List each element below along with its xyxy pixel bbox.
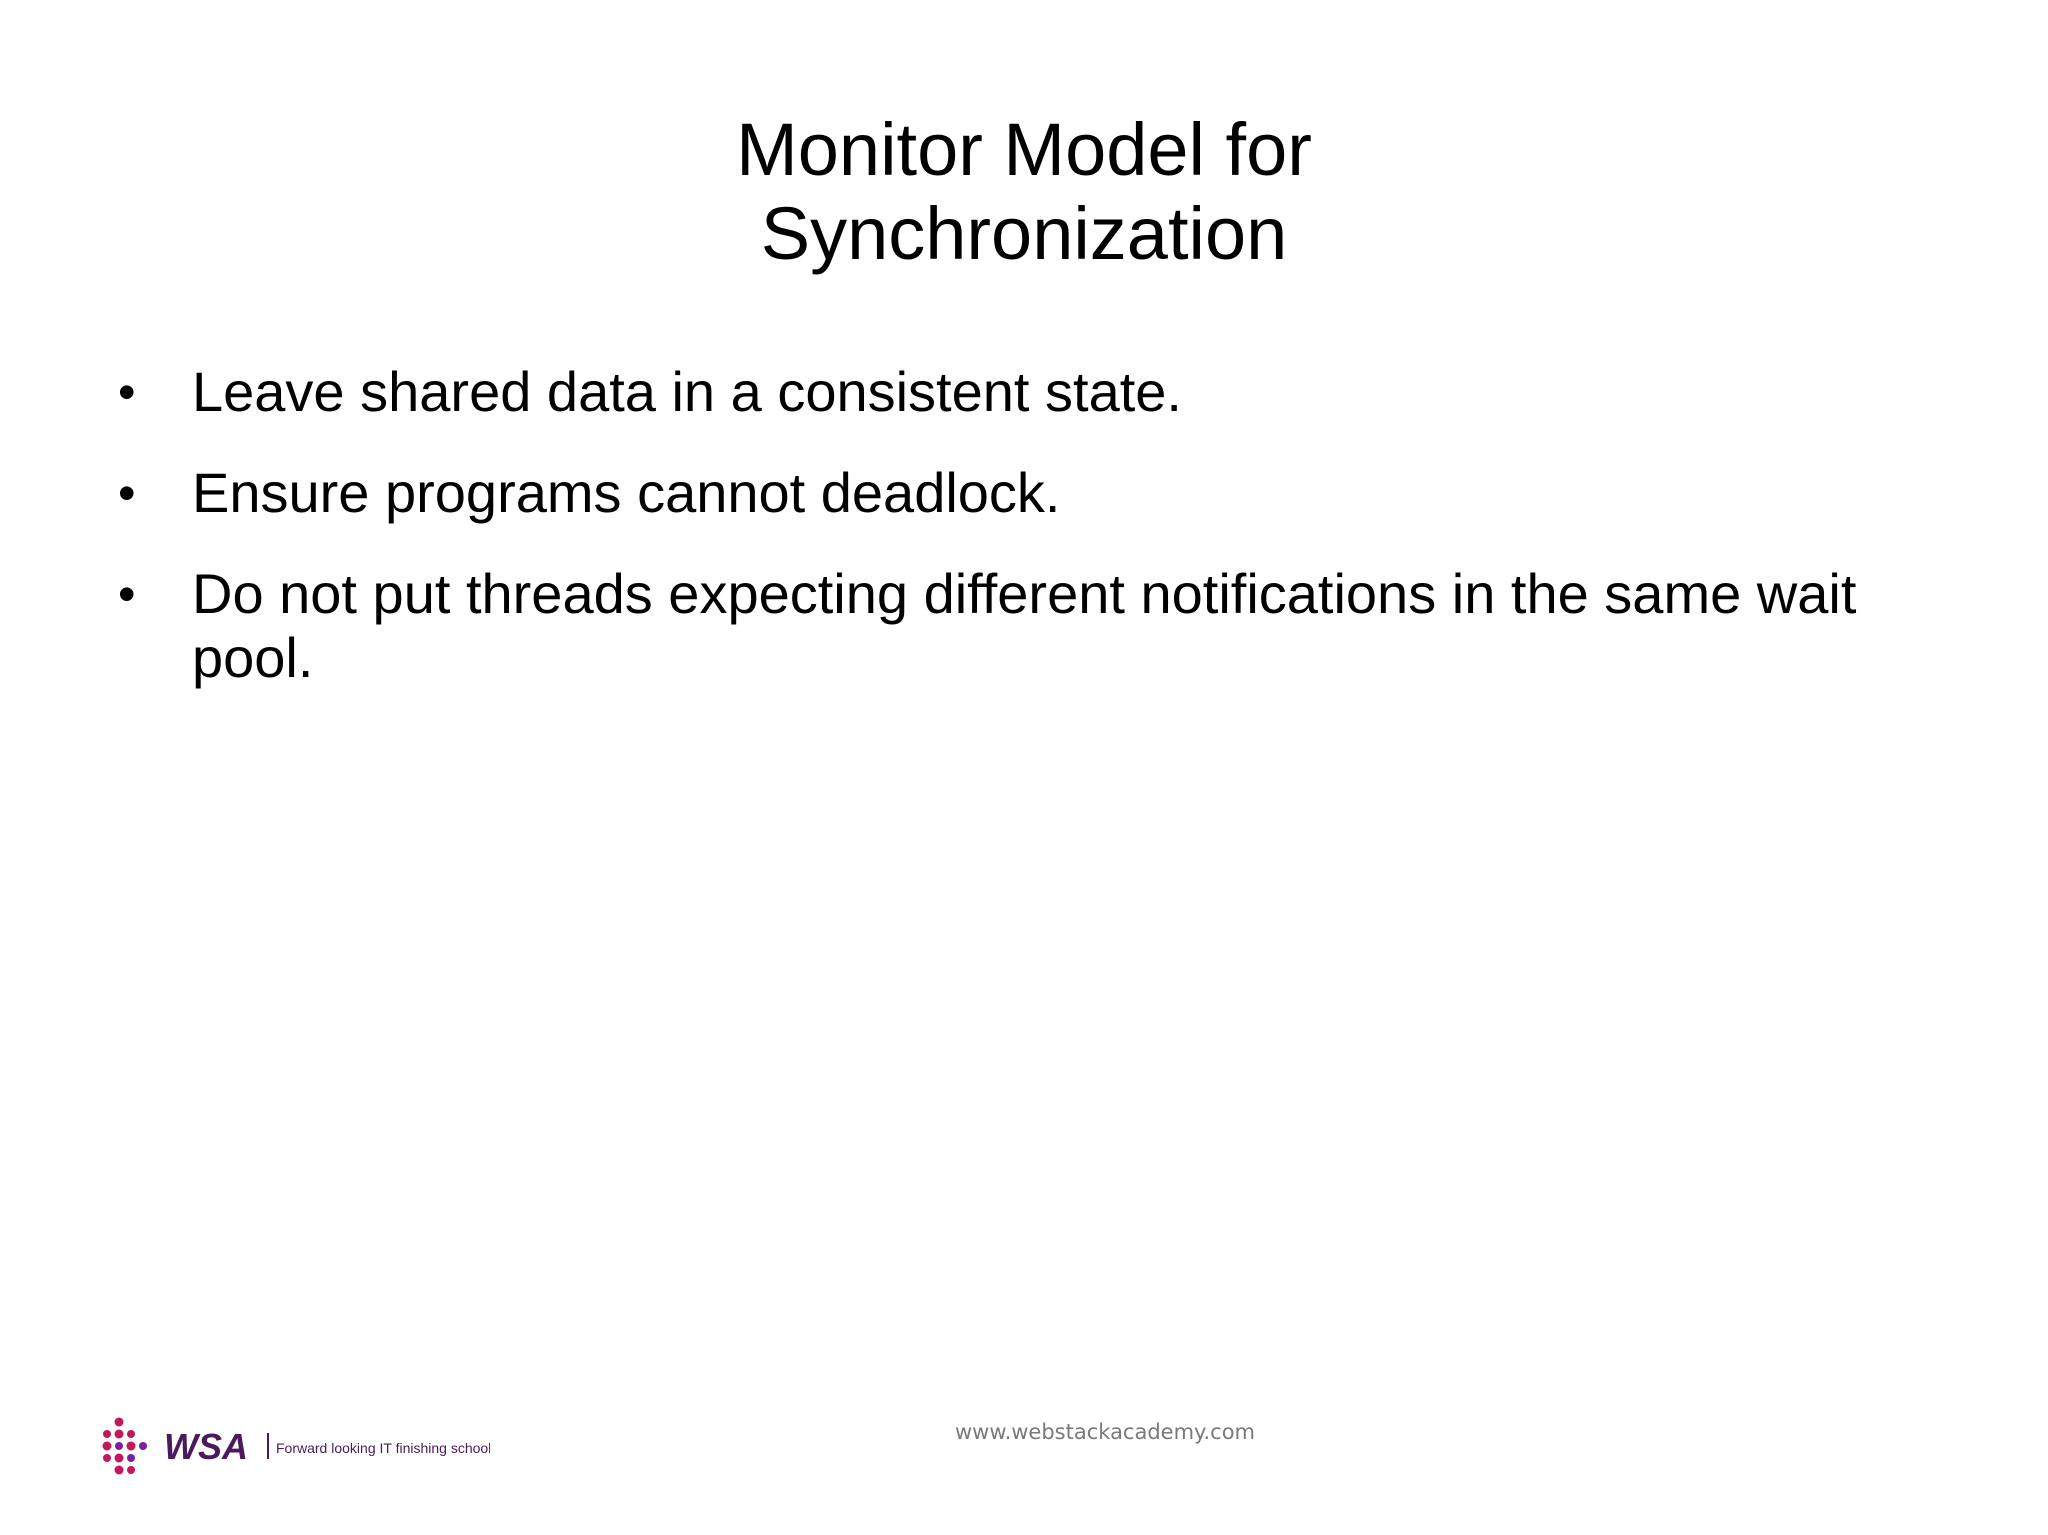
bullet-list bbox=[118, 360, 1938, 727]
slide-title bbox=[560, 108, 1488, 276]
slide-title-line-1: Monitor Model for bbox=[736, 108, 1312, 191]
bullet-text: Do not put threads expecting different notifications in the same wait pool. bbox=[192, 562, 1857, 689]
wsa-logo bbox=[100, 1415, 490, 1475]
bullet-item bbox=[118, 562, 1938, 690]
bullet-text: Ensure programs cannot deadlock. bbox=[192, 461, 1061, 524]
footer-url: www.webstackacademy.com bbox=[954, 1420, 1256, 1444]
bullet-marker: • bbox=[118, 364, 136, 420]
bullet-text: Leave shared data in a consistent state. bbox=[192, 360, 1182, 423]
bullet-marker: • bbox=[118, 465, 136, 521]
svg-text:WSA: WSA bbox=[164, 1426, 248, 1467]
logo-dot-grid-icon bbox=[103, 1418, 148, 1475]
svg-text:Forward looking IT finishing s: Forward looking IT finishing school bbox=[276, 1440, 490, 1456]
bullet-item bbox=[118, 461, 1938, 525]
bullet-marker: • bbox=[118, 566, 136, 622]
bullet-item bbox=[118, 360, 1938, 424]
wsa-logo-icon bbox=[100, 1415, 490, 1475]
slide-title-line-2: Synchronization bbox=[760, 192, 1288, 275]
